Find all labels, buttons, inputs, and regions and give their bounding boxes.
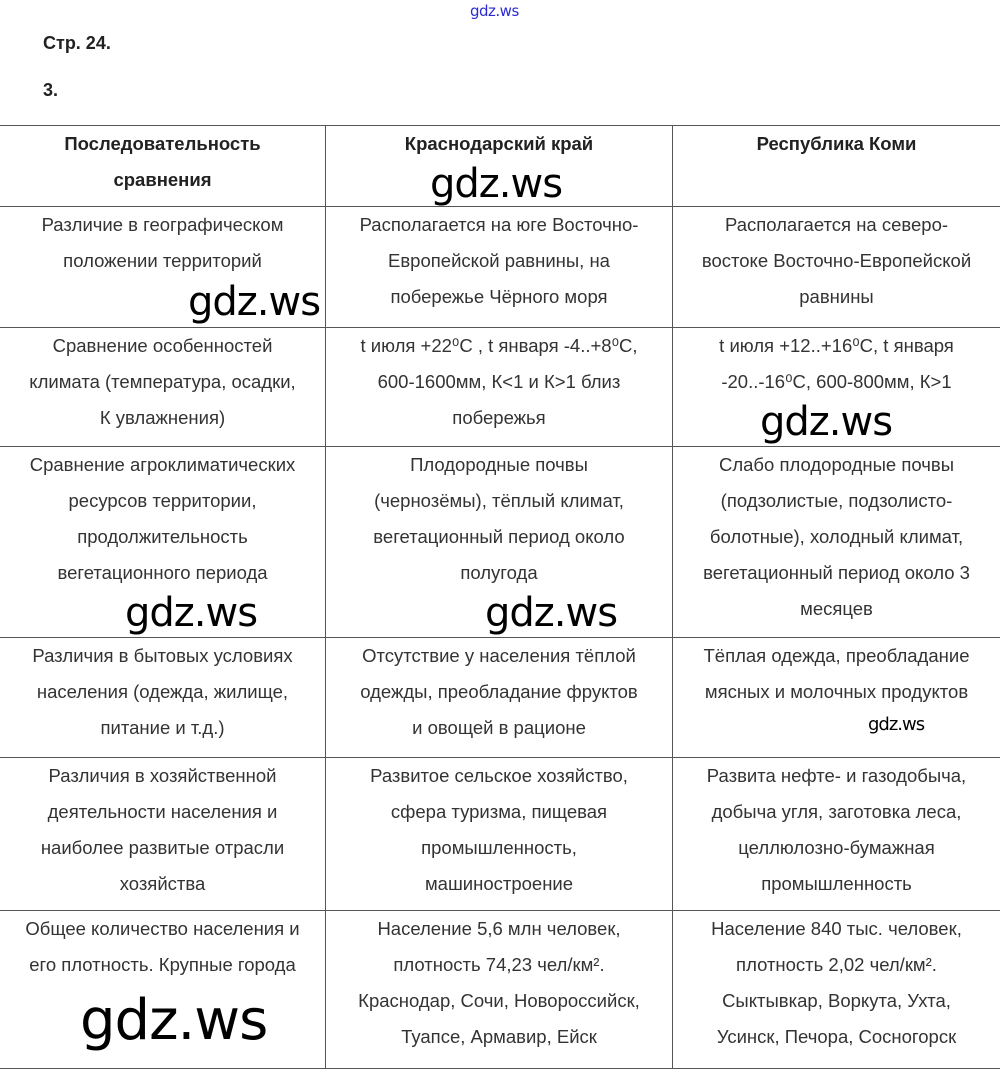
cell-text-line: К увлажнения) [99,407,226,428]
cell-text-line: востоке Восточно-Европейской [701,250,972,271]
cell-text-line: сфера туризма, пищевая [390,801,608,822]
cell-text-line: Развитое сельское хозяйство, [370,765,628,786]
watermark-logo: gdz.ws [188,279,321,325]
watermark-logo: gdz.ws [868,714,925,735]
cell-text-line: продолжительность [77,526,248,547]
cell-text-line: промышленность [761,873,912,894]
cell-text-line: плотность 2,02 чел/км². [736,954,937,975]
cell-text-line: -20..-16⁰C, 600-800мм, К>1 [721,371,952,392]
cell-text-line: Сравнение особенностей [52,335,273,356]
cell-text-line: равнины [799,286,874,307]
cell-text-line: его плотность. Крупные города [29,954,296,975]
cell-text-line: Располагается на северо- [724,214,949,235]
cell-text-line: добыча угля, заготовка леса, [711,801,962,822]
header-cell [673,126,1000,207]
cell-text-line: t июля +22⁰C , t января -4..+8⁰C, [360,335,638,356]
cell-text-line: Республика Коми [756,133,917,154]
table-cell [0,638,326,758]
table-cell [326,758,673,911]
cell-text-line: Развита нефте- и газодобыча, [706,765,967,786]
cell-text-line: машиностроение [424,873,574,894]
table-row [0,638,1000,758]
cell-text-line: ресурсов территории, [68,490,257,511]
cell-text-line: Различие в географическом [41,214,284,235]
cell-text-line: населения (одежда, жилище, [36,681,289,702]
watermark-logo: gdz.ws [80,988,268,1053]
table-cell [326,328,673,447]
cell-text-line: Слабо плодородные почвы [718,454,955,475]
table-cell [326,638,673,758]
task-number: 3. [43,80,59,100]
cell-text-line: Общее количество населения и [25,918,300,939]
cell-text-line: побережья [452,407,546,428]
cell-text-line: целлюлозно-бумажная [738,837,935,858]
table-cell [326,207,673,328]
table-cell [673,447,1000,638]
cell-text-line: вегетационный период около [373,526,625,547]
cell-text-line: Краснодарский край [404,133,594,154]
cell-text-line: сравнения [113,169,212,190]
cell-text-line: плотность 74,23 чел/км². [393,954,605,975]
cell-text-line: и овощей в рационе [412,717,586,738]
cell-text-line: месяцев [800,598,873,619]
table-cell [673,207,1000,328]
cell-text-line: Население 840 тыс. человек, [711,918,962,939]
cell-text-line: Различия в хозяйственной [48,765,277,786]
cell-text-line: побережье Чёрного моря [390,286,608,307]
cell-text-line: 600-1600мм, К<1 и К>1 близ [377,371,621,392]
cell-text-line: полугода [460,562,538,583]
table-cell [326,911,673,1069]
cell-text-line: деятельности населения и [47,801,278,822]
cell-text-line: положении территорий [63,250,262,271]
table-row [0,758,1000,911]
header-cell [0,126,326,207]
cell-text-line: (чернозёмы), тёплый климат, [374,490,624,511]
cell-text-line: болотные), холодный климат, [709,526,964,547]
cell-text-line: вегетационного периода [57,562,268,583]
cell-text-line: Плодородные почвы [410,454,588,475]
cell-text-line: Располагается на юге Восточно- [359,214,639,235]
cell-text-line: t июля +12..+16⁰C, t января [719,335,954,356]
cell-text-line: Усинск, Печора, Сосногорск [716,1026,957,1047]
cell-text-line: Европейской равнины, на [388,250,610,271]
watermark-logo: gdz.ws [125,590,258,636]
table-cell [673,911,1000,1069]
cell-text-line: Туапсе, Армавир, Ейск [401,1026,597,1047]
table-cell [673,758,1000,911]
cell-text-line: мясных и молочных продуктов [704,681,969,702]
watermark-logo: gdz.ws [760,399,893,445]
table-cell [673,638,1000,758]
top-watermark: gdz.ws [470,2,519,20]
cell-text-line: климата (температура, осадки, [29,371,296,392]
cell-text-line: вегетационный период около 3 [703,562,970,583]
table-cell [0,758,326,911]
cell-text-line: Последовательность [64,133,261,154]
watermark-logo: gdz.ws [485,590,618,636]
cell-text-line: одежды, преобладание фруктов [360,681,638,702]
cell-text-line: Отсутствие у населения тёплой [362,645,636,666]
page-label: Стр. 24. [43,33,111,53]
cell-text-line: хозяйства [119,873,206,894]
table-cell [0,328,326,447]
cell-text-line: Население 5,6 млн человек, [377,918,621,939]
cell-text-line: Сыктывкар, Воркута, Ухта, [722,990,951,1011]
cell-text-line: Краснодар, Сочи, Новороссийск, [358,990,640,1011]
cell-text-line: питание и т.д.) [100,717,225,738]
cell-text-line: наиболее развитые отрасли [40,837,285,858]
cell-text-line: (подзолистые, подзолисто- [720,490,953,511]
cell-text-line: Сравнение агроклиматических [29,454,296,475]
cell-text-line: Тёплая одежда, преобладание [703,645,970,666]
watermark-logo: gdz.ws [430,161,563,207]
cell-text-line: промышленность, [421,837,577,858]
table-row [0,207,1000,328]
cell-text-line: Различия в бытовых условиях [32,645,293,666]
